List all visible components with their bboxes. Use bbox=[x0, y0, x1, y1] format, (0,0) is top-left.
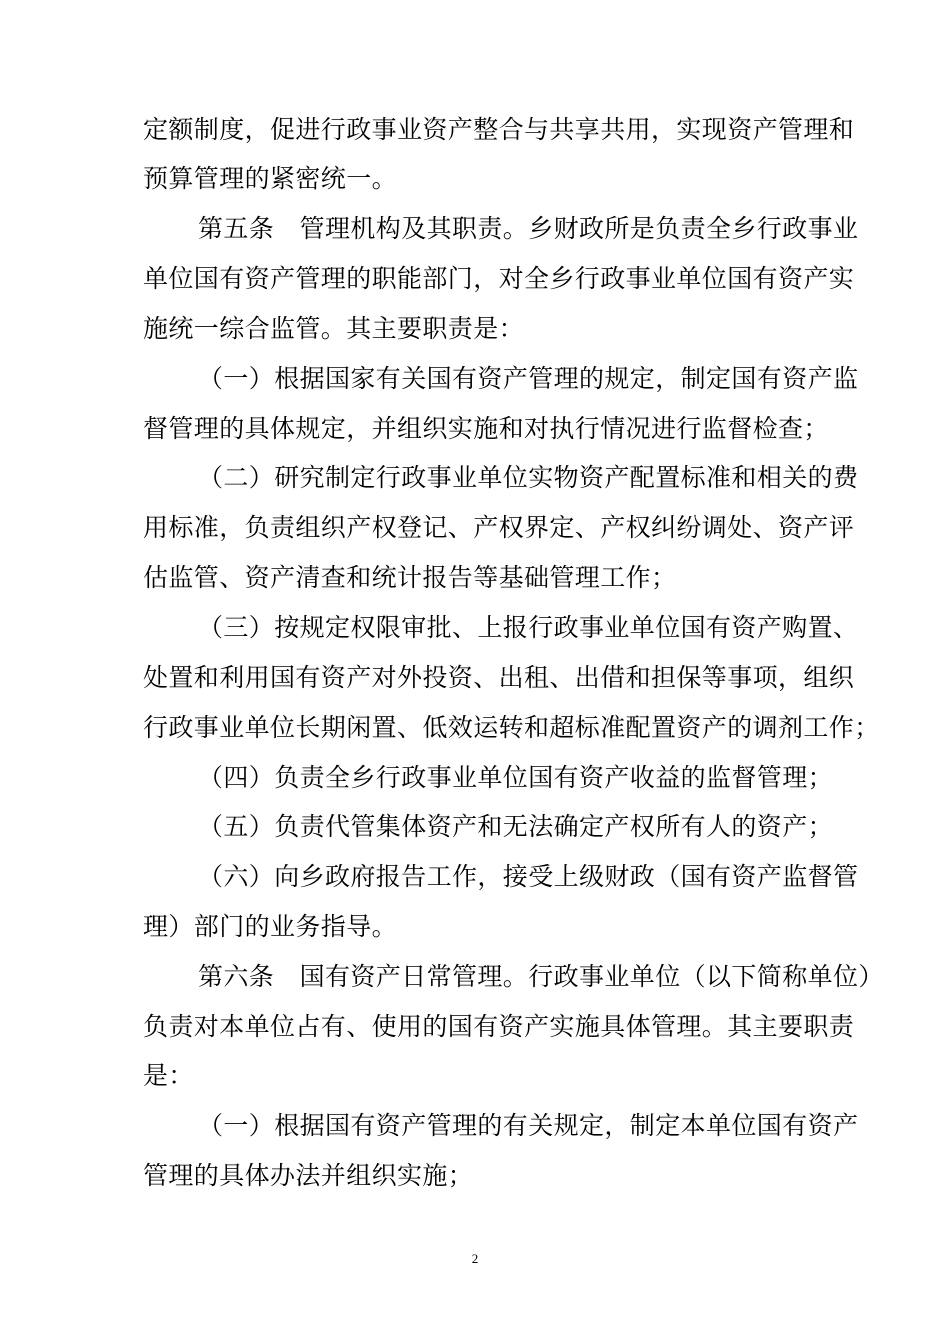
text-line: 预算管理的紧密统一。 bbox=[143, 164, 398, 193]
text-line: 督管理的具体规定，并组织实施和对执行情况进行监督检查； bbox=[143, 414, 829, 443]
text-line: 定额制度，促进行政事业资产整合与共享共用，实现资产管理和 bbox=[143, 115, 855, 144]
list-item-line: （五）负责代管集体资产和无法确定产权所有人的资产； bbox=[198, 812, 834, 841]
article-heading-line: 第六条 国有资产日常管理。行政事业单位（以下简称单位） bbox=[198, 962, 884, 991]
text-line: 是： bbox=[143, 1061, 194, 1090]
list-item-line: （一）根据国家有关国有资产管理的规定，制定国有资产监 bbox=[198, 364, 859, 393]
article-heading-line: 第五条 管理机构及其职责。乡财政所是负责全乡行政事业 bbox=[198, 214, 859, 243]
text-line: 估监管、资产清查和统计报告等基础管理工作； bbox=[143, 563, 677, 592]
text-line: 理）部门的业务指导。 bbox=[143, 912, 398, 941]
text-line: 负责对本单位占有、使用的国有资产实施具体管理。其主要职责 bbox=[143, 1012, 855, 1041]
list-item-line: （三）按规定权限审批、上报行政事业单位国有资产购置、 bbox=[198, 613, 859, 642]
text-line: 用标准，负责组织产权登记、产权界定、产权纠纷调处、资产评 bbox=[143, 513, 855, 542]
text-line: 行政事业单位长期闲置、低效运转和超标准配置资产的调剂工作； bbox=[143, 713, 880, 742]
text-line: 管理的具体办法并组织实施； bbox=[143, 1161, 474, 1190]
page-number: 2 bbox=[471, 1251, 479, 1266]
text-line: 处置和利用国有资产对外投资、出租、出借和担保等事项，组织 bbox=[143, 663, 855, 692]
text-line: 单位国有资产管理的职能部门，对全乡行政事业单位国有资产实 bbox=[143, 264, 855, 293]
list-item-line: （四）负责全乡行政事业单位国有资产收益的监督管理； bbox=[198, 763, 834, 792]
text-line: 施统一综合监管。其主要职责是： bbox=[143, 314, 525, 343]
list-item-line: （一）根据国有资产管理的有关规定，制定本单位国有资产 bbox=[198, 1111, 859, 1140]
list-item-line: （二）研究制定行政事业单位实物资产配置标准和相关的费 bbox=[198, 463, 859, 492]
list-item-line: （六）向乡政府报告工作，接受上级财政（国有资产监督管 bbox=[198, 862, 859, 891]
